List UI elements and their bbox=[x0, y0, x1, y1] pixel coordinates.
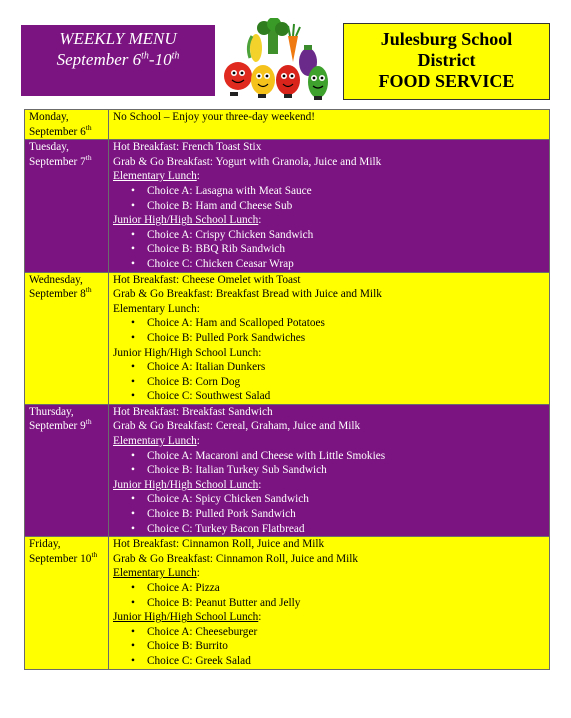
grab-go-breakfast: Grab & Go Breakfast: Cereal, Graham, Juice and Milk bbox=[113, 420, 361, 433]
day-cell: Tuesday, September 7th bbox=[25, 140, 109, 272]
jh-hs-lunch-label: Junior High/High School Lunch: bbox=[113, 214, 262, 227]
list-item: • Choice C: Turkey Bacon Flatbread bbox=[147, 522, 545, 537]
menu-row-tuesday bbox=[25, 140, 550, 272]
elementary-lunch-label: Elementary Lunch: bbox=[113, 567, 200, 580]
hot-breakfast: Hot Breakfast: Cinnamon Roll, Juice and Milk bbox=[113, 538, 325, 551]
elementary-choices bbox=[113, 316, 545, 345]
menu-cell bbox=[109, 537, 550, 669]
jh-hs-choices bbox=[113, 228, 545, 272]
jh-hs-choices bbox=[113, 360, 545, 404]
list-item: • Choice B: Corn Dog bbox=[147, 375, 545, 390]
day-cell: Wednesday, September 8th bbox=[25, 272, 109, 404]
grab-go-breakfast: Grab & Go Breakfast: Breakfast Bread with Juice and Milk bbox=[113, 288, 382, 301]
list-item: • Choice A: Cheeseburger bbox=[147, 625, 545, 640]
list-item: • Choice C: Southwest Salad bbox=[147, 389, 545, 404]
elementary-choices bbox=[113, 184, 545, 213]
menu-cell bbox=[109, 404, 550, 536]
vegetables-clipart-icon bbox=[218, 18, 336, 102]
day-cell: Monday, September 6th bbox=[25, 110, 109, 140]
menu-row-friday bbox=[25, 537, 550, 669]
hot-breakfast: Hot Breakfast: Breakfast Sandwich bbox=[113, 405, 273, 418]
list-item: • Choice A: Italian Dunkers bbox=[147, 360, 545, 375]
list-item: • Choice C: Chicken Ceasar Wrap bbox=[147, 257, 545, 272]
list-item: • Choice B: BBQ Rib Sandwich bbox=[147, 242, 545, 257]
no-school-note: No School – Enjoy your three-day weekend! bbox=[113, 111, 316, 123]
list-item: • Choice B: Pulled Pork Sandwich bbox=[147, 507, 545, 522]
day-cell: Friday, September 10th bbox=[25, 537, 109, 669]
list-item: • Choice B: Italian Turkey Sub Sandwich bbox=[147, 463, 545, 478]
list-item: • Choice B: Ham and Cheese Sub bbox=[147, 199, 545, 214]
food-service-label: FOOD SERVICE bbox=[378, 71, 515, 91]
list-item: • Choice A: Lasagna with Meat Sauce bbox=[147, 184, 545, 199]
elementary-lunch-label: Elementary Lunch: bbox=[113, 302, 200, 315]
weekly-menu-table bbox=[24, 109, 550, 670]
list-item: • Choice C: Greek Salad bbox=[147, 654, 545, 669]
menu-title: WEEKLY MENU bbox=[59, 29, 177, 48]
menu-title-box bbox=[21, 25, 215, 96]
list-item: • Choice B: Peanut Butter and Jelly bbox=[147, 596, 545, 611]
list-item: • Choice A: Macaroni and Cheese with Little Smokies bbox=[147, 449, 545, 464]
hot-breakfast: Hot Breakfast: French Toast Stix bbox=[113, 141, 262, 154]
day-cell: Thursday, September 9th bbox=[25, 404, 109, 536]
district-name-line1: Julesburg School bbox=[380, 29, 513, 49]
elementary-choices bbox=[113, 449, 545, 478]
jh-hs-lunch-label: Junior High/High School Lunch: bbox=[113, 478, 262, 491]
elementary-choices bbox=[113, 581, 545, 610]
district-name-line2: District bbox=[417, 50, 476, 70]
list-item: • Choice A: Pizza bbox=[147, 581, 545, 596]
list-item: • Choice A: Ham and Scalloped Potatoes bbox=[147, 316, 545, 331]
elementary-lunch-label: Elementary Lunch: bbox=[113, 170, 200, 183]
list-item: • Choice B: Burrito bbox=[147, 639, 545, 654]
hot-breakfast: Hot Breakfast: Cheese Omelet with Toast bbox=[113, 273, 301, 286]
menu-cell bbox=[109, 272, 550, 404]
menu-row-thursday bbox=[25, 404, 550, 536]
list-item: • Choice A: Crispy Chicken Sandwich bbox=[147, 228, 545, 243]
menu-cell bbox=[109, 140, 550, 272]
list-item: • Choice B: Pulled Pork Sandwiches bbox=[147, 331, 545, 346]
menu-row-monday bbox=[25, 110, 550, 140]
grab-go-breakfast: Grab & Go Breakfast: Yogurt with Granola, Juice and Milk bbox=[113, 155, 382, 168]
grab-go-breakfast: Grab & Go Breakfast: Cinnamon Roll, Juice and Milk bbox=[113, 552, 359, 565]
list-item: • Choice A: Spicy Chicken Sandwich bbox=[147, 492, 545, 507]
district-box bbox=[343, 23, 550, 100]
jh-hs-lunch-label: Junior High/High School Lunch: bbox=[113, 611, 262, 624]
elementary-lunch-label: Elementary Lunch: bbox=[113, 435, 200, 448]
menu-row-wednesday bbox=[25, 272, 550, 404]
jh-hs-choices bbox=[113, 492, 545, 536]
jh-hs-choices bbox=[113, 625, 545, 669]
menu-week-range: September 6th-10th bbox=[56, 50, 180, 69]
jh-hs-lunch-label: Junior High/High School Lunch: bbox=[113, 346, 262, 359]
menu-cell bbox=[109, 110, 550, 140]
